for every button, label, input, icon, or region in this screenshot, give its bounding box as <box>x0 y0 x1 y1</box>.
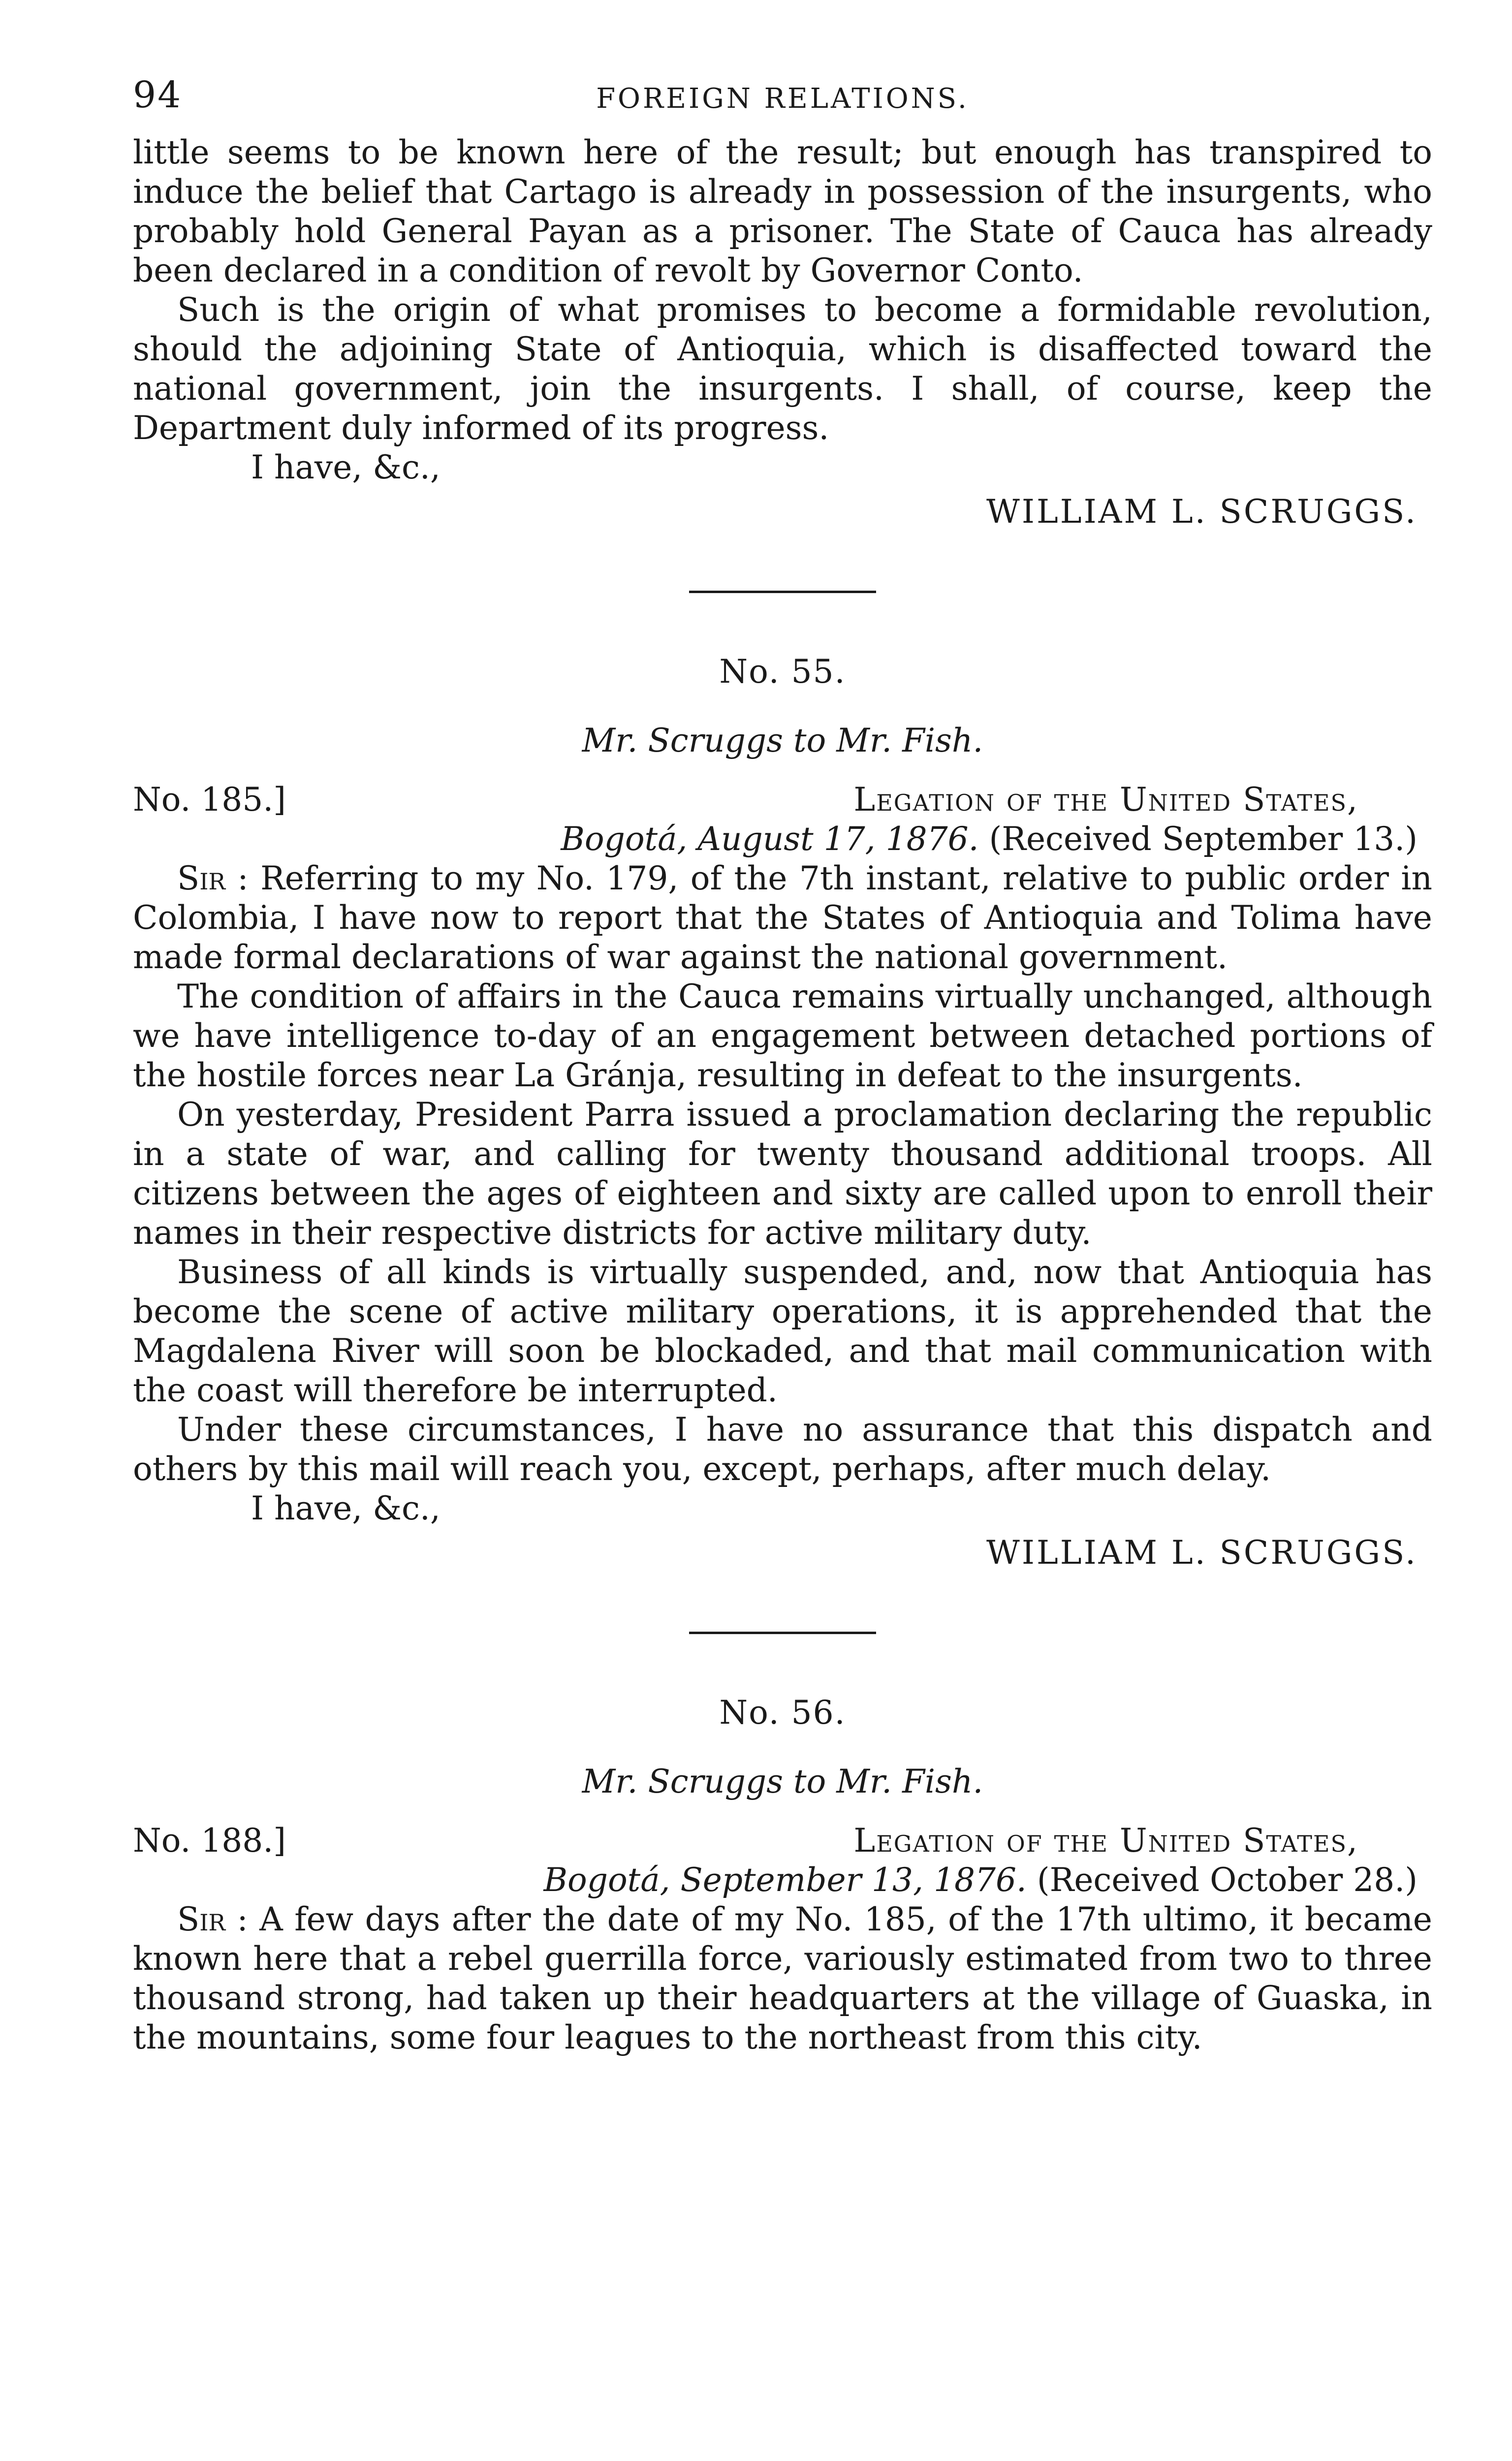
paragraph-text: Referring to my No. 179, of the 7th instant, relative to public order in Colombia, I have now to report that the States of Antioquia and Tolima have made formal declarations of war against the national government. <box>133 859 1432 976</box>
document-number: No. 55. <box>719 653 846 691</box>
place-date: Bogotá, August 17, 1876. <box>561 820 979 858</box>
received-date: (Received October 28.) <box>1037 1861 1418 1899</box>
document-heading: Mr. Scruggs to Mr. Fish. <box>582 1763 983 1800</box>
dispatch-line <box>133 1821 1432 1861</box>
salutation: Sir : <box>177 859 249 897</box>
page-number: 94 <box>133 74 183 116</box>
place-date: Bogotá, September 13, 1876. <box>543 1861 1027 1899</box>
running-head <box>133 74 1432 133</box>
document-page <box>133 74 1432 2057</box>
document-heading: Mr. Scruggs to Mr. Fish. <box>582 722 983 759</box>
body-paragraph: Business of all kinds is virtually suspended, and, now that Antioquia has become the scene of active military operations, it is apprehended that the Magdalena River will soon be blockaded, and that mail communication with the coast will therefore be interrupted. <box>133 1253 1432 1409</box>
body-paragraph <box>133 1900 1432 2057</box>
body-paragraph <box>133 859 1432 977</box>
date-line <box>133 1861 1432 1900</box>
document-number: No. 56. <box>719 1694 846 1732</box>
continuation-paragraph: little seems to be known here of the result; but enough has transpired to induce the belief that Cartago is already in possession of the insurgents, who probably hold General Payan as a prisoner. The State of Cauca has already been declared in a condition of revolt by Governor Conto. <box>133 133 1432 289</box>
section-divider <box>689 591 876 593</box>
body-paragraph: Under these circumstances, I have no assurance that this dispatch and others by this mail will reach you, except, perhaps, after much delay. <box>133 1411 1432 1488</box>
dispatch-line <box>133 780 1432 820</box>
body-paragraph: On yesterday, President Parra issued a proclamation declaring the republic in a state of war, and calling for twenty thousand additional troops. All citizens between the ages of eighteen and sixty are called upon to enroll their names in their respective districts for active military duty. <box>133 1096 1432 1252</box>
closing-line: I have, &c., <box>251 1489 441 1527</box>
closing-line: I have, &c., <box>251 448 441 486</box>
signature: WILLIAM L. SCRUGGS. <box>986 493 1418 531</box>
dispatch-number: No. 188.] <box>133 1822 286 1860</box>
section-divider <box>689 1632 876 1634</box>
signature: WILLIAM L. SCRUGGS. <box>986 1534 1418 1572</box>
received-date: (Received September 13.) <box>989 820 1418 858</box>
dispatch-number: No. 185.] <box>133 781 286 819</box>
legation-name: Legation of the United States, <box>853 781 1358 819</box>
legation-name: Legation of the United States, <box>853 1822 1358 1860</box>
body-paragraph: The condition of affairs in the Cauca remains virtually unchanged, although we have intelligence to-day of an engagement between detached portions of the hostile forces near La Gránja, resulting in defeat to the insurgents. <box>133 978 1432 1094</box>
date-line <box>133 820 1432 859</box>
salutation: Sir : <box>177 1900 248 1938</box>
paragraph-text: A few days after the date of my No. 185, of the 17th ultimo, it became known here that a rebel guerrilla force, variously estimated from two to three thousand strong, had taken up their headquarters at the village of Guaska, in the mountains, some four leagues to the northeast from this city. <box>133 1900 1432 2056</box>
section-title: FOREIGN RELATIONS. <box>596 83 969 115</box>
continuation-paragraph: Such is the origin of what promises to become a formidable revolution, should the adjoining State of Antioquia, which is disaffected toward the national government, join the insurgents. I shall, of course, keep the Department duly informed of its progress. <box>133 291 1432 447</box>
